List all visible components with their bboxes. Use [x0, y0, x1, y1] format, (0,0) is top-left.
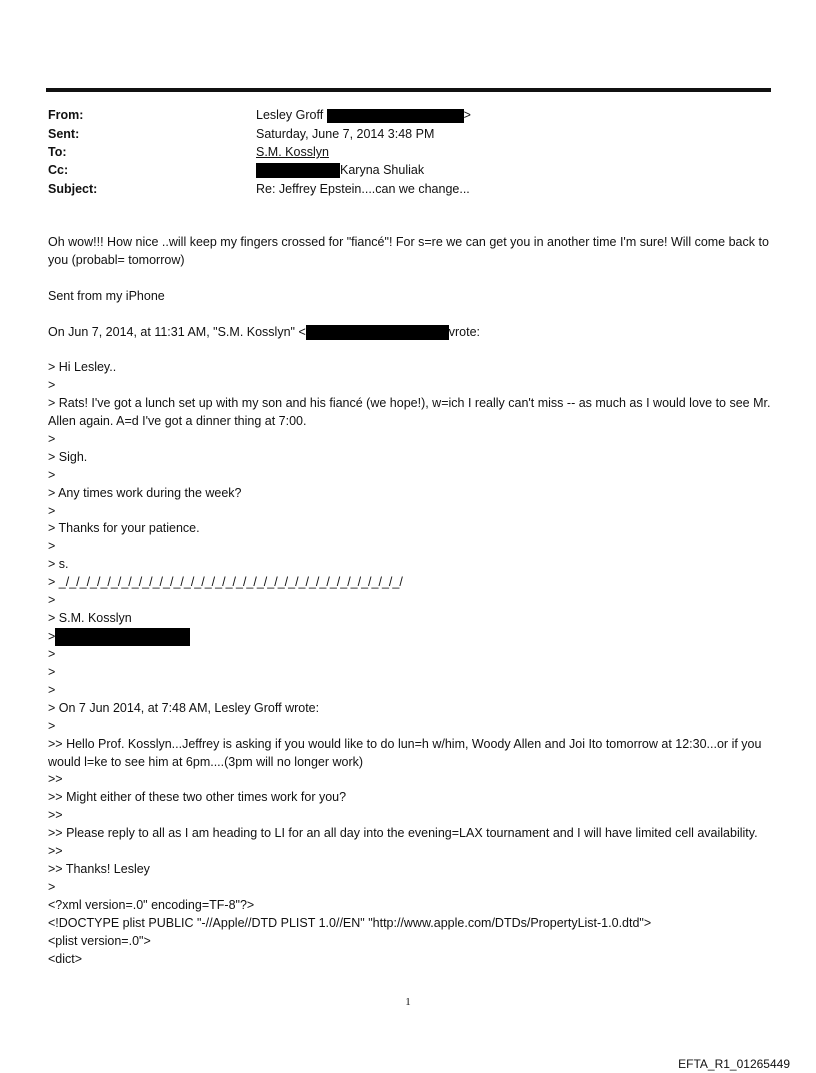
header-rule [46, 88, 771, 92]
quoted-line: > Sigh. [48, 449, 88, 464]
redacted-line: > [48, 628, 773, 646]
quoted-line: > [48, 879, 56, 894]
quoted-line: >> Thanks! Lesley [48, 861, 150, 876]
quoted-line: <?xml version=.0" encoding=TF-8"?> [48, 897, 255, 912]
quoted-line: > [48, 539, 56, 554]
quoted-line: <dict> [48, 951, 83, 966]
quoted-line: > Rats! I've got a lunch set up with my son and his fiancé (we hope!), w=ich I really can't miss -- as much as I would love to see Mr. Allen again. A=d I've got a dinner thing at 7:00. [48, 396, 771, 429]
quoted-line: > Any times work during the week? [48, 485, 242, 500]
cc-label: Cc: [48, 163, 69, 177]
quoted-line: > [48, 467, 56, 482]
quoted-line: > [48, 665, 56, 679]
quoted-line: > [48, 593, 56, 608]
quoted-line: > [48, 647, 56, 662]
quoted-line: > s. [48, 557, 69, 572]
redaction-box [327, 109, 464, 123]
to-label: To: [48, 145, 67, 159]
redaction-box [256, 163, 340, 178]
subject-label: Subject: [48, 182, 98, 196]
quoted-line: > S.M. Kosslyn [48, 610, 132, 625]
from-label: From: [48, 108, 84, 122]
signature: Sent from my iPhone [48, 288, 165, 303]
quoted-lines [48, 646, 773, 968]
quoted-line: > Hi Lesley.. [48, 360, 117, 375]
quoted-line: >> Please reply to all as I am heading to LI for an all day into the evening=LAX tournament and I will have limited cell availability. [48, 826, 758, 841]
quoted-line: >> Hello Prof. Kosslyn...Jeffrey is asking if you would like to do lun=h w/him, Woody Allen and Joi Ito tomorrow at 12:30...or if you would l=ke to see him at 6pm....(3pm will no longer work) [48, 736, 762, 769]
quoted-line: >> Might either of these two other times work for you? [48, 790, 347, 805]
sent-value: Saturday, June 7, 2014 3:48 PM [256, 127, 435, 141]
quote-intro: On Jun 7, 2014, at 11:31 AM, "S.M. Kosslyn" < vrote: [48, 324, 481, 339]
to-value: S.M. Kosslyn [256, 145, 329, 159]
quoted-lines [48, 359, 773, 628]
page-number: 1 [405, 996, 411, 1008]
redaction-box [55, 628, 190, 646]
quoted-line: > Thanks for your patience. [48, 521, 200, 536]
quoted-line: > [48, 378, 56, 393]
quoted-line: <plist version=.0"> [48, 933, 151, 948]
quoted-line: >> [48, 772, 63, 787]
from-value: Lesley Groff > [256, 108, 471, 122]
quoted-line: > [48, 718, 56, 733]
quoted-line: > [48, 682, 56, 697]
quoted-line: > _/_/_/_/_/_/_/_/_/_/_/_/_/_/_/_/_/_/_/_/_/_/_/_/_/_/_/_/_/_/_/_/_/ [48, 575, 403, 590]
sent-label: Sent: [48, 127, 80, 141]
quoted-line: >> [48, 844, 63, 859]
quoted-line: > [48, 503, 56, 518]
quoted-line: > [48, 431, 56, 446]
quoted-line: > On 7 Jun 2014, at 7:48 AM, Lesley Groff wrote: [48, 700, 320, 715]
quoted-line: >> [48, 808, 63, 823]
quoted-line: <!DOCTYPE plist PUBLIC "-//Apple//DTD PLIST 1.0//EN" "http://www.apple.com/DTDs/PropertyList-1.0.dtd"> [48, 915, 652, 930]
subject-value: Re: Jeffrey Epstein....can we change... [256, 182, 470, 196]
reply-paragraph: Oh wow!!! How nice ..will keep my fingers crossed for "fiancé"! For s=re we can get you in another time I'm sure! Will come back to you (probabl= tomorrow) [48, 235, 769, 267]
cc-value: Karyna Shuliak [256, 161, 424, 179]
redaction-box [306, 325, 449, 340]
email-body [48, 234, 773, 968]
bates-number: EFTA_R1_01265449 [678, 1057, 790, 1071]
